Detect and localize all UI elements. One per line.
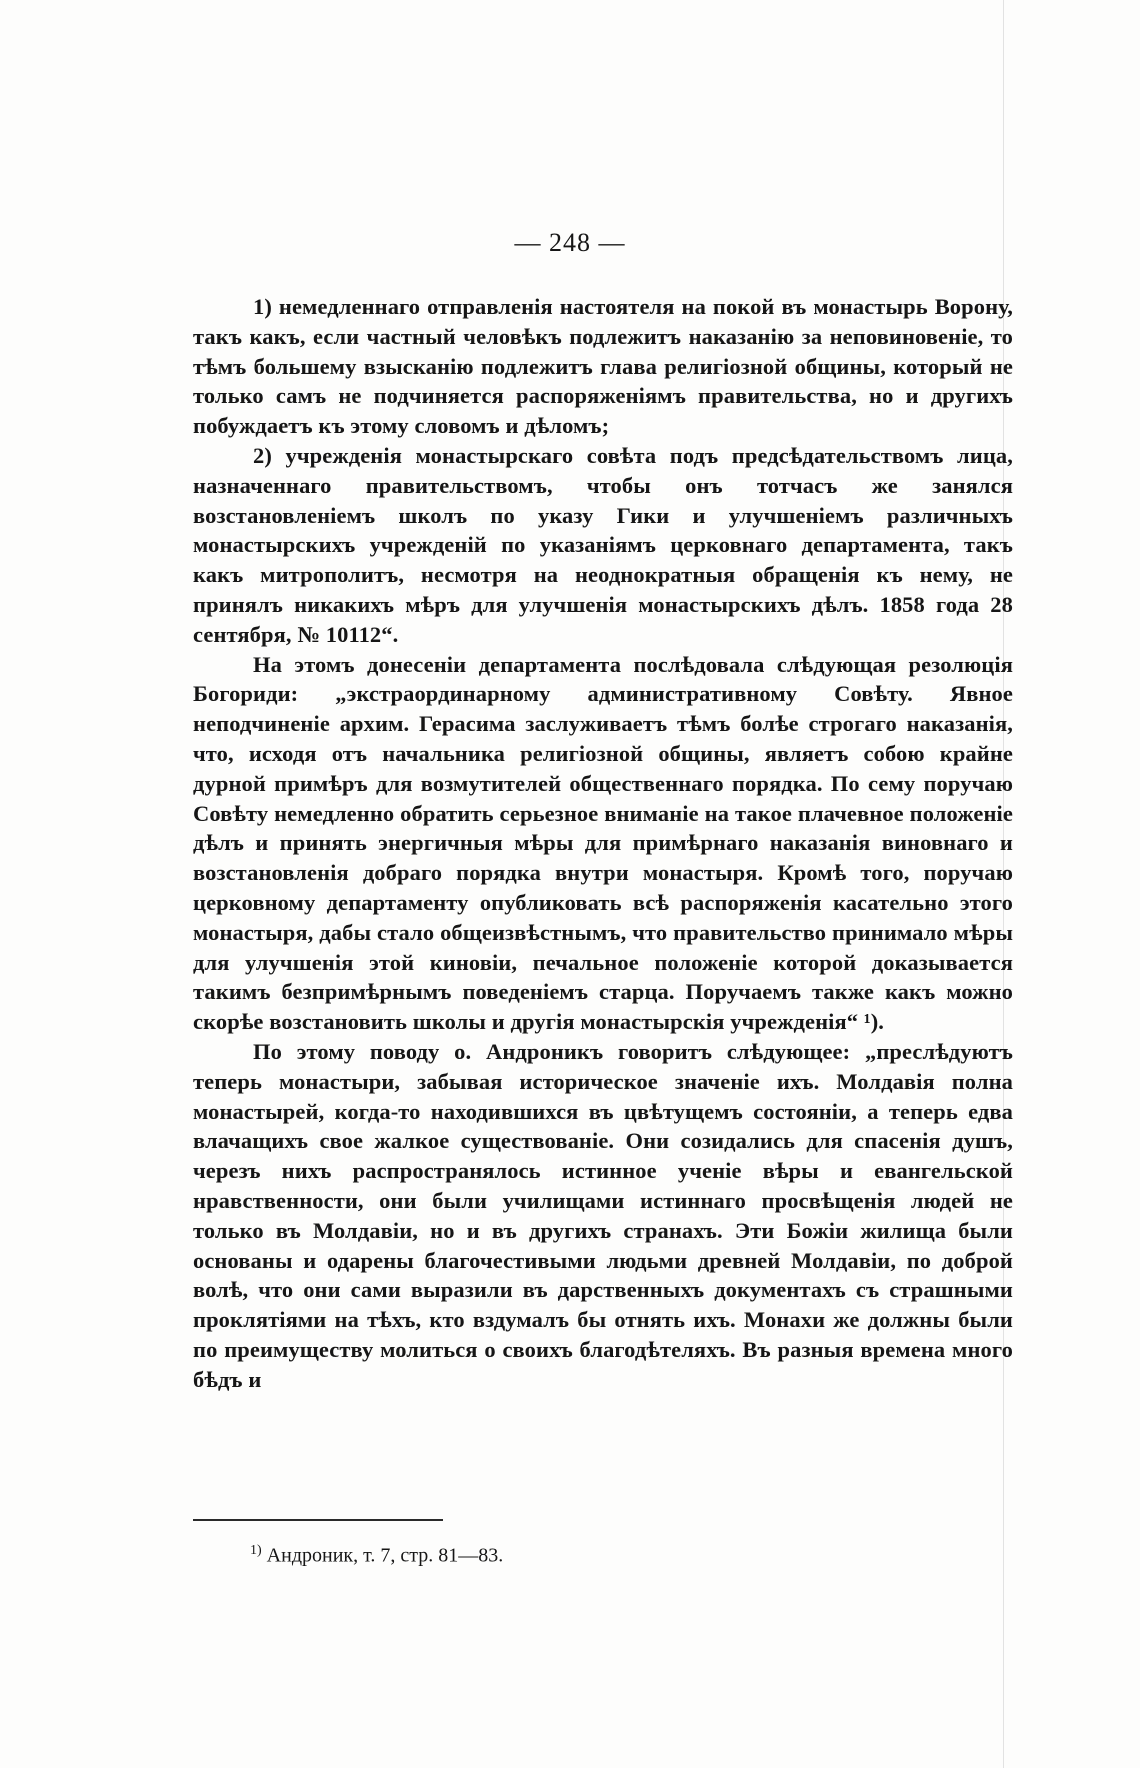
footnote-marker: 1)	[250, 1543, 262, 1558]
footnote-text: Андроник, т. 7, стр. 81—83.	[266, 1544, 504, 1567]
page-number: — 248 —	[514, 228, 626, 257]
footnote-divider	[193, 1519, 443, 1521]
paragraph-1: 1) немедленнаго отправленія настоятеля на покой въ монастырь Ворону, такъ какъ, если частный человѣкъ подлежитъ наказанію за неповиновеніе, то тѣмъ большему взысканію подлежитъ глава религіозной общины, который не только самъ не подчиняется распоряженіямъ правительства, но и другихъ побуждаетъ къ этому словомъ и дѣломъ;	[193, 294, 1013, 439]
paragraph-4: По этому поводу о. Андроникъ говоритъ слѣдующее: „преслѣдуютъ теперь монастыри, забывая историческое значеніе ихъ. Молдавія полна монастырей, когда-то находившихся въ цвѣтущемъ состояніи, а теперь едва влачащихъ свое жалкое существованіе. Они созидались для спасенія душъ, черезъ нихъ распространялось истинное ученіе вѣры и евангельской нравственности, они были училищами истиннаго просвѣщенія людей не только въ Молдавіи, но и въ другихъ странахъ. Эти Божіи жилища были основаны и одарены благочестивыми людьми древней Молдавіи, по доброй волѣ, что они сами выразили въ дарственныхъ документахъ съ страшными проклятіями на тѣхъ, кто вздумалъ бы отнять ихъ. Монахи же должны были по преимуществу молиться о своихъ благодѣтеляхъ. Въ разныя времена много бѣдъ и	[193, 1038, 1013, 1392]
body-text	[193, 292, 1013, 1394]
paragraph-2: 2) учрежденія монастырскаго совѣта подъ предсѣдательствомъ лица, назначеннаго правительствомъ, чтобы онъ тотчасъ же занялся возстановленіемъ школъ по указу Гики и улучшеніемъ различныхъ монастырскихъ учрежденій по указаніямъ церковнаго департамента, такъ какъ митрополитъ, несмотря на неоднократныя обращенія къ нему, не принялъ никакихъ мѣръ для улучшенія монастырскихъ дѣлъ. 1858 года 28 сентября, № 10112“.	[193, 442, 1013, 647]
paragraph-3: На этомъ донесеніи департамента послѣдовала слѣдующая резолюція Богориди: „экстраординарному административному Совѣту. Явное неподчиненіе архим. Герасима заслуживаетъ тѣмъ болѣе строгаго наказанія, что, исходя отъ начальника религіозной общины, являетъ собою крайне дурной примѣръ для возмутителей общественнаго порядка. По сему поручаю Совѣту немедленно обратить серьезное вниманіе на такое плачевное положеніе дѣлъ и принять энергичныя мѣры для примѣрнаго наказанія виновнаго и возстановленія добраго порядка внутри монастыря. Кромѣ того, поручаю церковному департаменту опубликовать всѣ распоряженія касательно этого монастыря, дабы стало общеизвѣстнымъ, что правительство принимало мѣры для улучшенія этой киновіи, печальное положеніе которой доказывается такимъ безпримѣрнымъ поведеніемъ старца. Поручаемъ также какъ можно скорѣе возстановить школы и другія монастырскія учрежденія“ ¹).	[193, 651, 1013, 1035]
footnote	[250, 1538, 503, 1569]
